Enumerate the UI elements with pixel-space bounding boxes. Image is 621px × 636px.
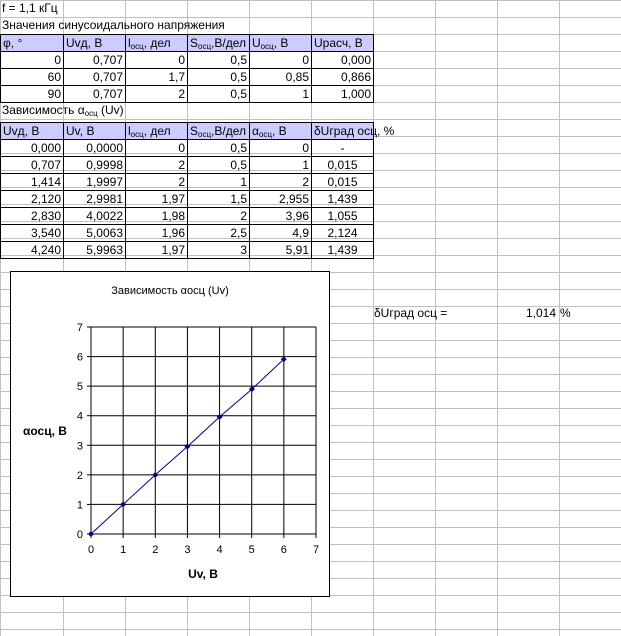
table1-cell[interactable]: 0,707	[63, 85, 126, 103]
table2-cell[interactable]: 0,707	[0, 156, 64, 174]
table1-cell[interactable]: 90	[0, 85, 64, 103]
table2-cell[interactable]: 2	[125, 156, 188, 174]
table2-cell[interactable]: 0,0000	[63, 139, 126, 157]
table2-cell[interactable]: 4,9	[249, 224, 312, 242]
table1-cell[interactable]: 0	[125, 51, 188, 69]
table1-cell[interactable]: 1	[249, 85, 312, 103]
table2-cell[interactable]: 2,955	[249, 190, 312, 208]
table1-cell[interactable]: 60	[0, 68, 64, 86]
table1-header-5[interactable]: Uрасч, В	[311, 34, 374, 52]
x-tick-label: 5	[248, 544, 255, 556]
table1-header-3[interactable]: $S_{осц},В$/дел	[187, 34, 250, 52]
table2-cell[interactable]: 0	[125, 139, 188, 157]
table1-cell[interactable]: 0,5	[187, 51, 250, 69]
table1-cell[interactable]: 0,866	[311, 68, 374, 86]
chart-title: Зависимость αосц (Uv)	[111, 285, 229, 297]
x-tick-label: 0	[87, 544, 95, 556]
chart-alpha-vs-uv[interactable]	[10, 271, 330, 597]
table2-cell[interactable]: 1,055	[311, 207, 374, 225]
table2-cell[interactable]: 2,5	[187, 224, 250, 242]
table2-cell[interactable]: 5,0063	[63, 224, 126, 242]
y-tick-label: 1	[76, 499, 83, 512]
x-tick-label: 6	[280, 544, 287, 556]
table2-cell[interactable]: 2	[187, 207, 250, 225]
table2-cell[interactable]: 2	[125, 173, 188, 191]
table2-cell[interactable]: 0,9998	[63, 156, 126, 174]
table2-cell[interactable]: 1,5	[187, 190, 250, 208]
x-tick-label: 4	[216, 544, 223, 556]
table2-cell[interactable]: 1,98	[125, 207, 188, 225]
table1-cell[interactable]: 0,5	[187, 68, 250, 86]
table1-header-0[interactable]: φ, °	[0, 34, 64, 52]
table2-cell[interactable]: 0,000	[0, 139, 64, 157]
table2-cell[interactable]: 2	[249, 173, 312, 191]
cell-freq[interactable]: f = 1,1 кГц	[2, 1, 58, 15]
summary-value[interactable]: 1,014	[525, 306, 556, 320]
table2-cell[interactable]: 3	[187, 241, 250, 259]
table2-title[interactable]	[0, 102, 200, 120]
table2-header-5[interactable]: δUград осц, %	[311, 122, 374, 140]
table2-header-1[interactable]: Uv, В	[63, 122, 126, 140]
table2-cell[interactable]: 0,015	[311, 156, 374, 174]
table2-cell[interactable]: 1,414	[0, 173, 64, 191]
table2-cell[interactable]: 2,124	[311, 224, 374, 242]
table2-header-2[interactable]: $l_{осц}$, дел	[125, 122, 188, 140]
table2-cell[interactable]: 5,9963	[63, 241, 126, 259]
table1-cell[interactable]: 0,5	[187, 85, 250, 103]
table2-header-4[interactable]: $\alpha_{осц}$, В	[249, 122, 312, 140]
x-tick-label: 1	[120, 544, 127, 556]
table2-cell[interactable]: 4,240	[0, 241, 64, 259]
table1-cell[interactable]: 0,707	[63, 68, 126, 86]
y-tick-label: 0	[76, 529, 83, 541]
table2-cell[interactable]: 3,540	[0, 224, 64, 242]
table2-header-0[interactable]: Uvд, В	[0, 122, 64, 140]
table2-cell[interactable]: 5,91	[249, 241, 312, 259]
table1-cell[interactable]: 0,707	[63, 51, 126, 69]
table2-cell[interactable]: 1,97	[125, 241, 188, 259]
x-tick-label: 2	[152, 544, 159, 556]
table2-cell[interactable]: 1	[249, 156, 312, 174]
table1-title[interactable]: Значения синусоидального напряжения	[2, 18, 225, 32]
table1-cell[interactable]: 0,000	[311, 51, 374, 69]
table2-cell[interactable]: 0,5	[187, 139, 250, 157]
table2-cell[interactable]: 2,830	[0, 207, 64, 225]
y-axis-label: αосц, В	[23, 424, 67, 438]
y-tick-label: 3	[76, 440, 83, 453]
table2-cell[interactable]: 3,96	[249, 207, 312, 225]
y-tick-label: 4	[76, 410, 83, 423]
y-tick-label: 7	[76, 322, 83, 334]
table2-cell[interactable]: -	[311, 139, 374, 157]
x-tick-label: 3	[184, 544, 191, 556]
table2-cell[interactable]: 1	[187, 173, 250, 191]
table2-cell[interactable]: 1,97	[125, 190, 188, 208]
y-tick-label: 2	[76, 469, 83, 482]
y-tick-label: 6	[76, 351, 83, 364]
table1-header-1[interactable]: Uvд, В	[63, 34, 126, 52]
y-tick-label: 5	[76, 381, 83, 394]
table2-title-sub: осц	[84, 109, 98, 118]
table1-header-4[interactable]: $U_{осц}$, В	[249, 34, 312, 52]
table1-cell[interactable]: 2	[125, 85, 188, 103]
x-tick-label: 7	[312, 544, 320, 556]
table2-cell[interactable]: 2,120	[0, 190, 64, 208]
table2-cell[interactable]: 2,9981	[63, 190, 126, 208]
table1-cell[interactable]: 0	[0, 51, 64, 69]
table2-cell[interactable]: 1,96	[125, 224, 188, 242]
table1-cell[interactable]: 0,85	[249, 68, 312, 86]
table1-header-2[interactable]: $l_{осц}$, дел	[125, 34, 188, 52]
chart-svg	[11, 272, 329, 596]
table2-title-tail: (Uv)	[97, 103, 124, 117]
table2-cell[interactable]: 0,015	[311, 173, 374, 191]
table2-cell[interactable]: 1,439	[311, 190, 374, 208]
table2-cell[interactable]: 0	[249, 139, 312, 157]
summary-unit[interactable]: %	[560, 306, 571, 320]
table1-cell[interactable]: 1,7	[125, 68, 188, 86]
table2-cell[interactable]: 1,439	[311, 241, 374, 259]
table2-header-3[interactable]: $S_{осц},В$/дел	[187, 122, 250, 140]
table1-cell[interactable]: 1,000	[311, 85, 374, 103]
summary-label[interactable]: δUград осц =	[374, 306, 448, 320]
x-axis-label: Uv, В	[188, 567, 218, 581]
table2-cell[interactable]: 4,0022	[63, 207, 126, 225]
table2-cell[interactable]: 0,5	[187, 156, 250, 174]
table1-cell[interactable]: 0	[249, 51, 312, 69]
table2-title-main: Зависимость α	[2, 103, 85, 117]
table2-cell[interactable]: 1,9997	[63, 173, 126, 191]
